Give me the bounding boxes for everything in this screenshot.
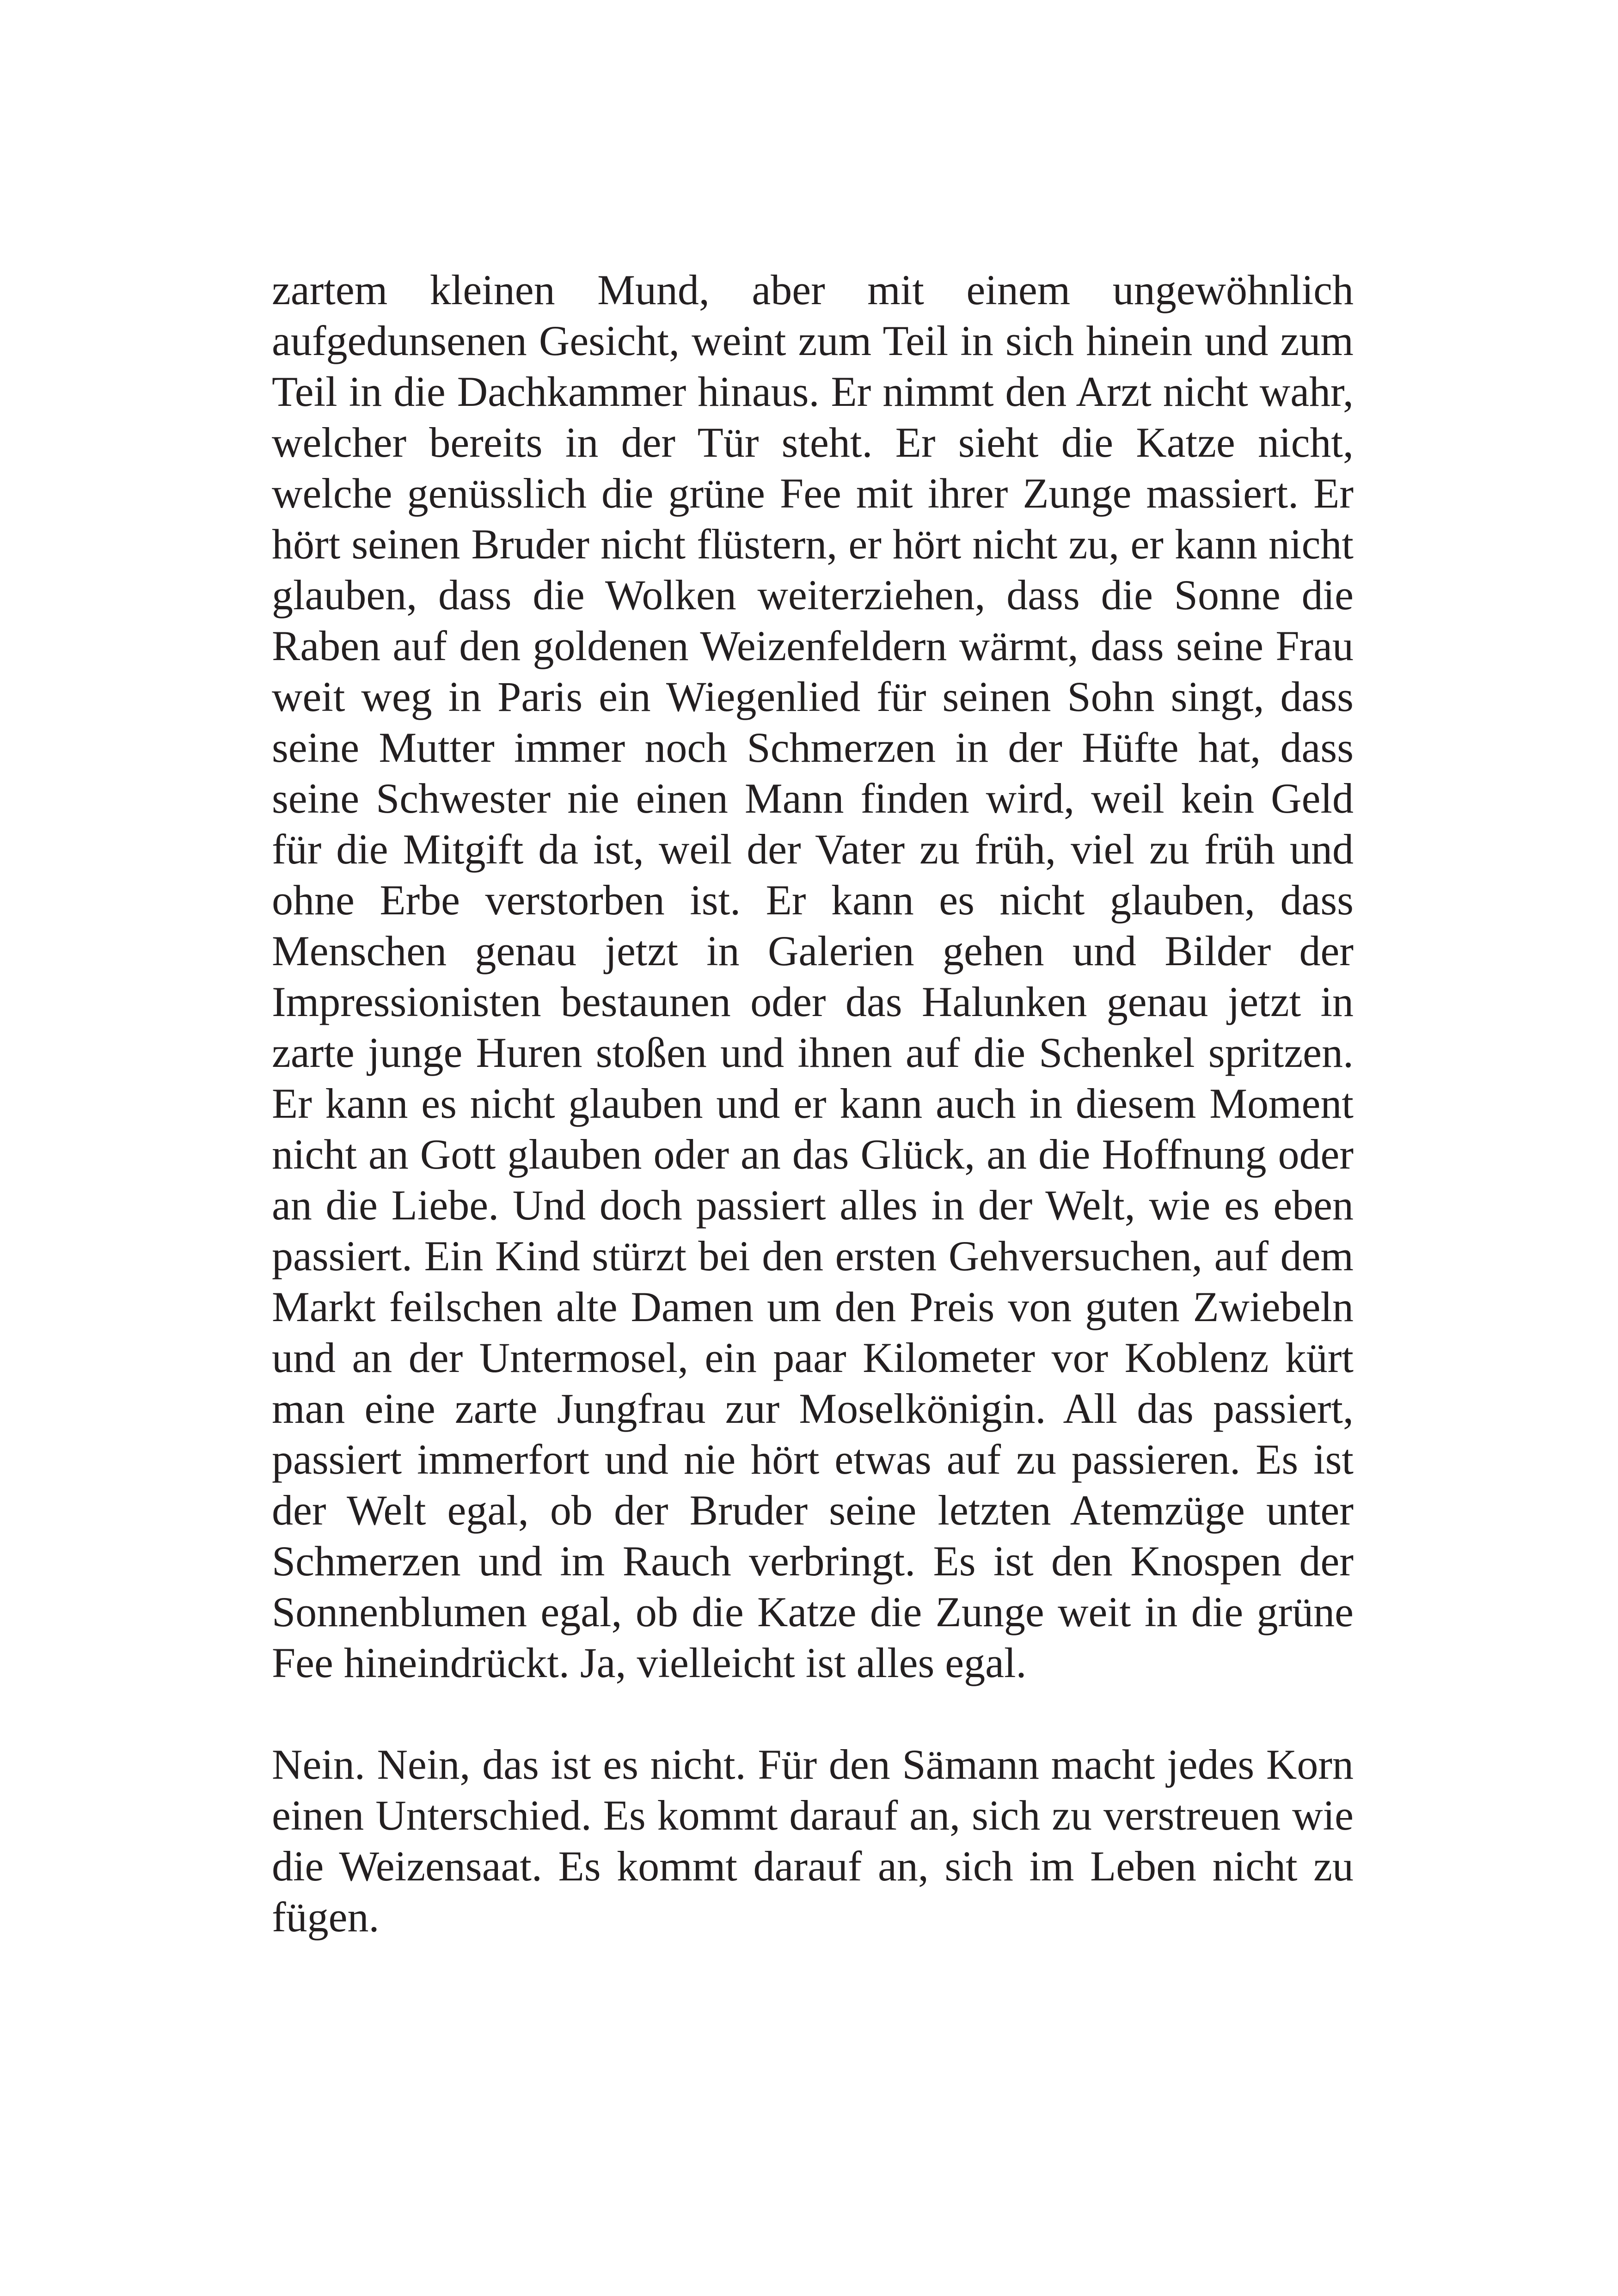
body-text [272, 264, 1354, 1942]
paragraph-1: zartem kleinen Mund, aber mit einem ungewöhnlich aufgedunsenen Gesicht, weint zum Teil in sich hinein und zum Teil in die Dachkammer hinaus. Er nimmt den Arzt nicht wahr, welcher bereits in der Tür steht. Er sieht die Katze nicht, welche genüsslich die grüne Fee mit ihrer Zunge massiert. Er hört seinen Bruder nicht flüstern, er hört nicht zu, er kann nicht glauben, dass die Wolken weiterziehen, dass die Sonne die Raben auf den goldenen Weizenfeldern wärmt, dass seine Frau weit weg in Paris ein Wiegenlied für seinen Sohn singt, dass seine Mutter immer noch Schmerzen in der Hüfte hat, dass seine Schwester nie einen Mann finden wird, weil kein Geld für die Mitgift da ist, weil der Vater zu früh, viel zu früh und ohne Erbe verstorben ist. Er kann es nicht glauben, dass Menschen genau jetzt in Galerien gehen und Bilder der Impressionisten bestaunen oder das Halunken genau jetzt in zarte junge Huren stoßen und ihnen auf die Schenkel spritzen. Er kann es nicht glauben und er kann auch in diesem Moment nicht an Gott glauben oder an das Glück, an die Hoffnung oder an die Liebe. Und doch passiert alles in der Welt, wie es eben passiert. Ein Kind stürzt bei den ersten Gehversuchen, auf dem Markt feilschen alte Damen um den Preis von guten Zwiebeln und an der Untermosel, ein paar Kilometer vor Koblenz kürt man eine zarte Jungfrau zur Moselkönigin. All das passiert, passiert immerfort und nie hört etwas auf zu passieren. Es ist der Welt egal, ob der Bruder seine letzten Atemzüge unter Schmerzen und im Rauch verbringt. Es ist den Knospen der Sonnenblumen egal, ob die Katze die Zunge weit in die grüne Fee hineindrückt. Ja, vielleicht ist alles egal. [272, 266, 1354, 1686]
paragraph-2: Nein. Nein, das ist es nicht. Für den Sämann macht jedes Korn einen Unterschied. Es kommt darauf an, sich zu verstreuen wie die Weizensaat. Es kommt darauf an, sich im Leben nicht zu fügen. [272, 1741, 1354, 1941]
